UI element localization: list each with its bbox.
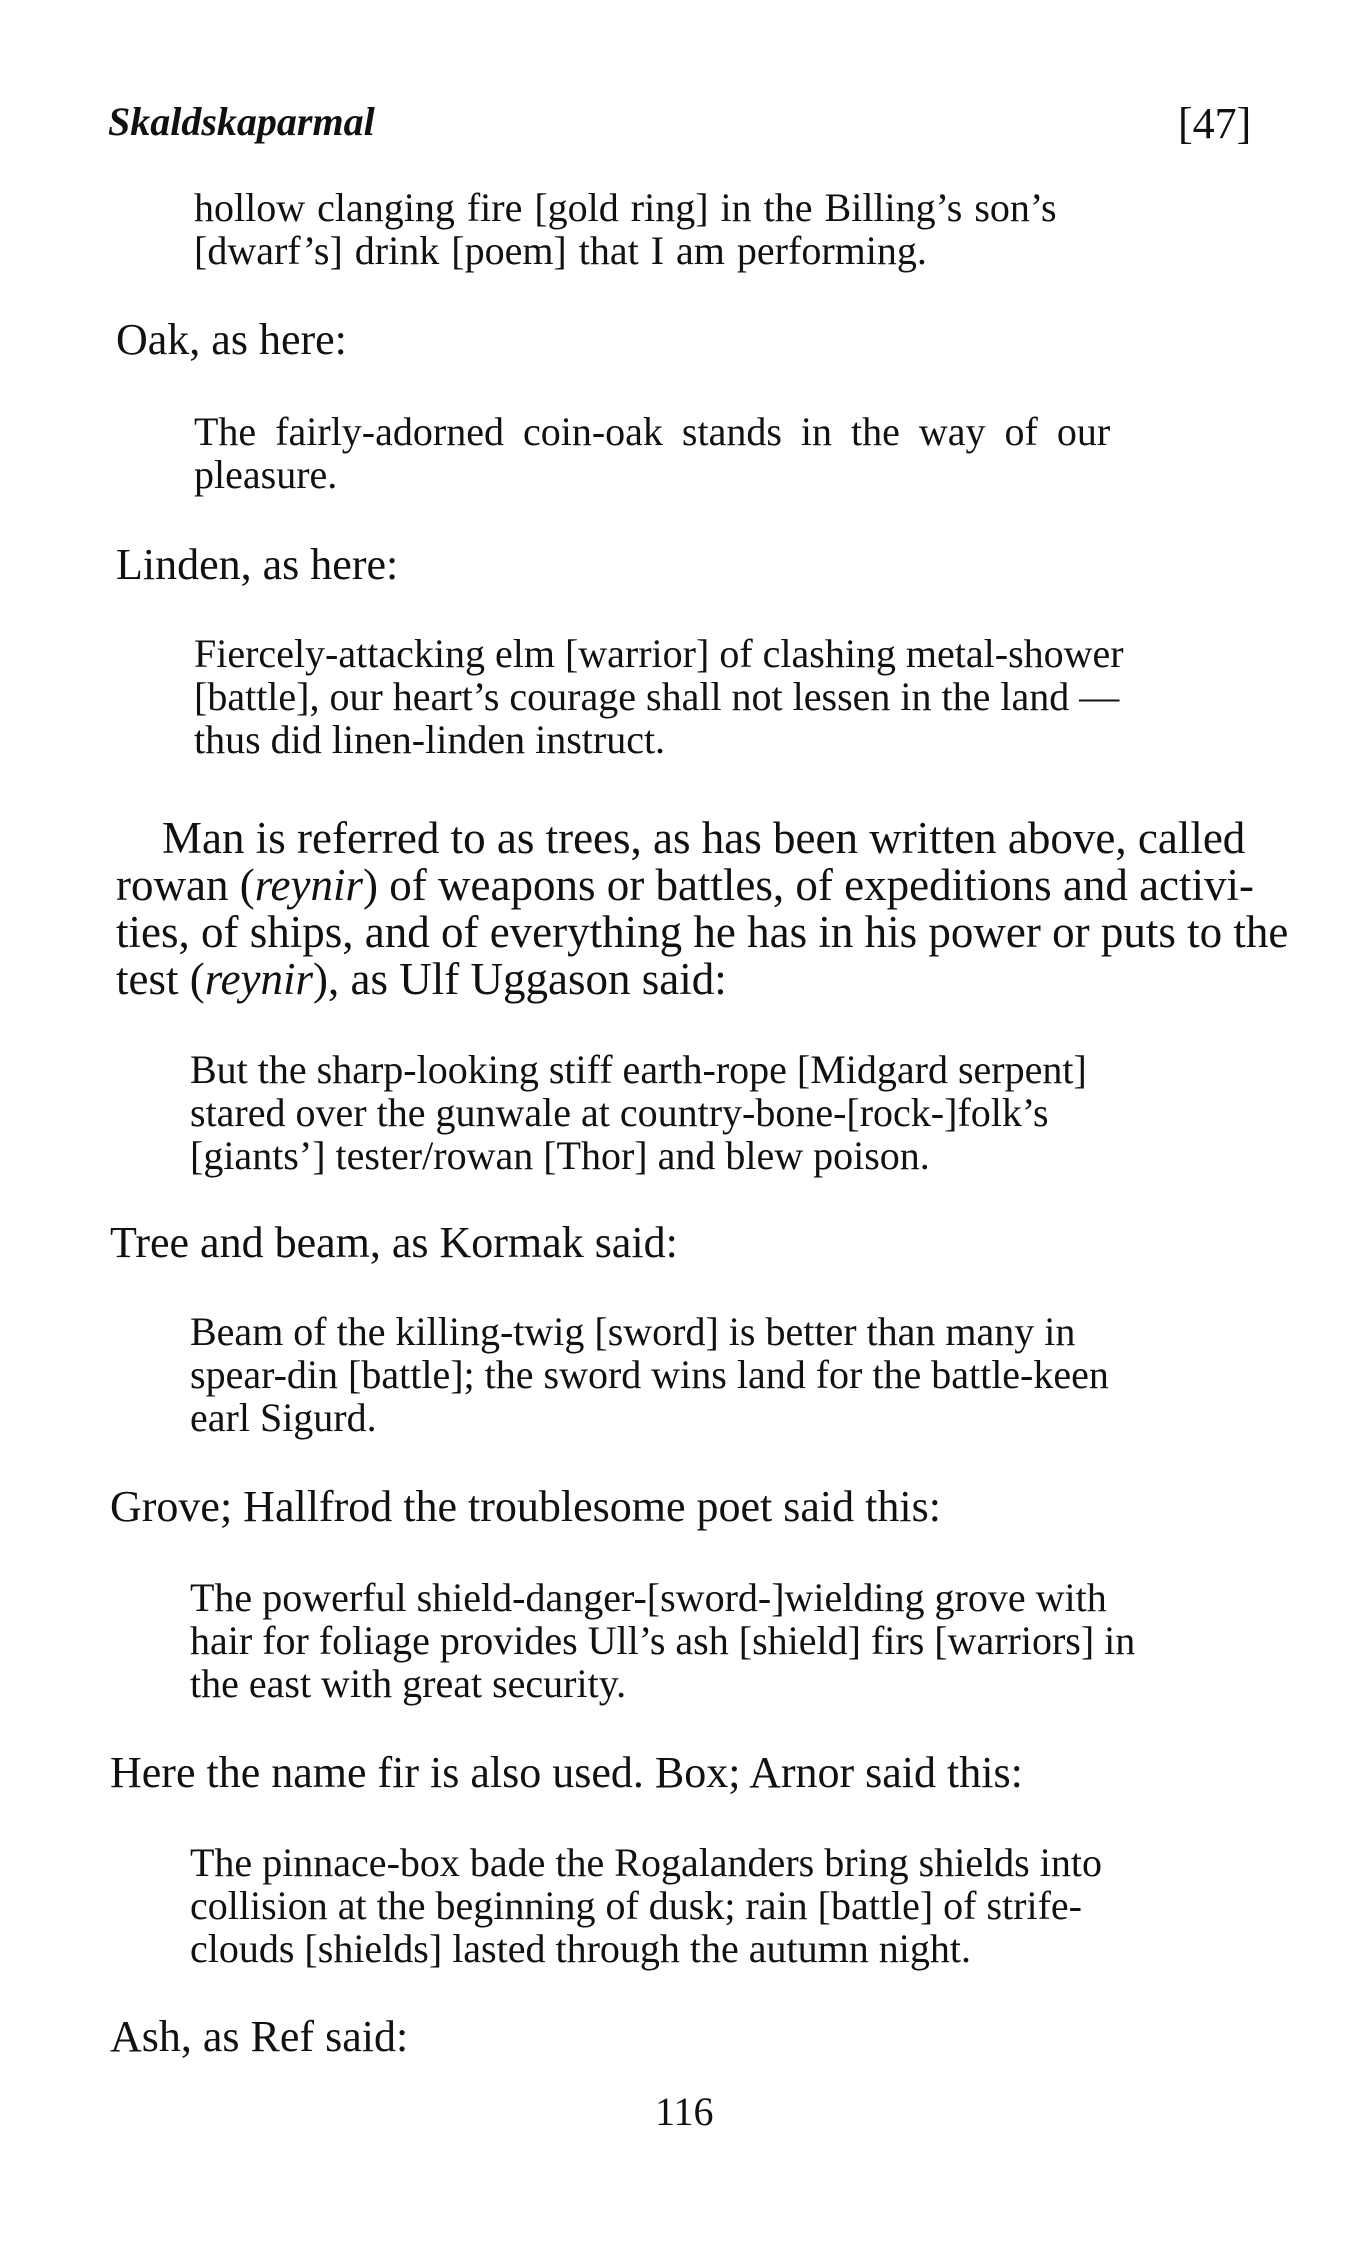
paragraph-line: ties, of ships, and of everything he has in his power or puts to the [116,907,1289,957]
body-paragraph-man-trees [116,815,1288,1003]
italic-term-reynir: reynir [204,954,314,1004]
italic-term-reynir: reynir [254,860,364,910]
quote-block-linden [194,632,1124,761]
intro-line-oak: Oak, as here: [116,315,347,364]
quote-block-hallfrod [190,1576,1135,1705]
quote-line: The powerful shield-danger-[sword-]wielding grove with [190,1575,1107,1620]
intro-line-fir-box: Here the name fir is also used. Box; Arnor said this: [110,1748,1023,1797]
quote-block-kormak [190,1310,1109,1439]
quote-line: But the sharp-looking stiff earth-rope [Midgard serpent] [190,1047,1087,1092]
quote-line: The pinnace-box bade the Rogalanders bring shields into [190,1840,1102,1885]
paragraph-fragment: rowan [116,860,240,910]
paragraph-line [116,956,1288,1003]
quote-line: stared over the gunwale at country-bone-[rock-]folk’s [190,1090,1049,1135]
quote-line: hair for foliage provides Ull’s ash [shield] firs [warriors] in [190,1618,1136,1663]
intro-line-kormak: Tree and beam, as Kormak said: [110,1218,678,1267]
quote-line: hollow clanging fire [gold ring] in the Billing’s son’s [194,185,1057,230]
paragraph-fragment: ), as Ulf Uggason said: [313,954,727,1004]
running-head-title: Skaldskaparmal [108,99,375,144]
intro-line-hallfrod: Grove; Hallfrod the troublesome poet said this: [110,1482,941,1531]
paragraph-line: rowan (reynir) of weapons or battles, of expeditions and activi- [116,860,1255,910]
paragraph-line: Man is referred to as trees, as has been written above, called [162,813,1246,863]
quote-line: [dwarf’s] drink [poem] that I am performing. [194,228,927,273]
quote-block-arnor [190,1841,1102,1970]
quote-line: Beam of the killing-twig [sword] is better than many in [190,1309,1076,1354]
paragraph-fragment: ) of weapons or battles, of expeditions and activi- [363,860,1255,910]
paragraph-fragment: test ( [116,954,205,1004]
quote-line: [battle], our heart’s courage shall not lessen in the land — [194,674,1120,719]
quote-line: The fairly-adorned coin-oak stands in the way of our [194,409,1111,454]
quote-block-oak [194,410,1110,496]
quote-line: spear-din [battle]; the sword wins land for the battle-keen [190,1352,1109,1397]
quote-line: collision at the beginning of dusk; rain [battle] of strife- [190,1883,1082,1928]
running-head-page-ref: [47] [1178,99,1252,148]
intro-line-ash: Ash, as Ref said: [110,2012,409,2061]
quote-line: pleasure. [194,452,338,497]
quote-block-ulf [190,1048,1087,1177]
quote-block-1 [194,186,1057,272]
quote-line: the east with great security. [190,1661,627,1706]
quote-line: earl Sigurd. [190,1395,377,1440]
quote-line: Fiercely-attacking elm [warrior] of clashing metal-shower [194,631,1124,676]
quote-line: [giants’] tester/rowan [Thor] and blew poison. [190,1133,930,1178]
quote-line: clouds [shields] lasted through the autumn night. [190,1926,971,1971]
page-number: 116 [655,2089,714,2134]
quote-line: thus did linen-linden instruct. [194,717,666,762]
intro-line-linden: Linden, as here: [116,540,399,589]
